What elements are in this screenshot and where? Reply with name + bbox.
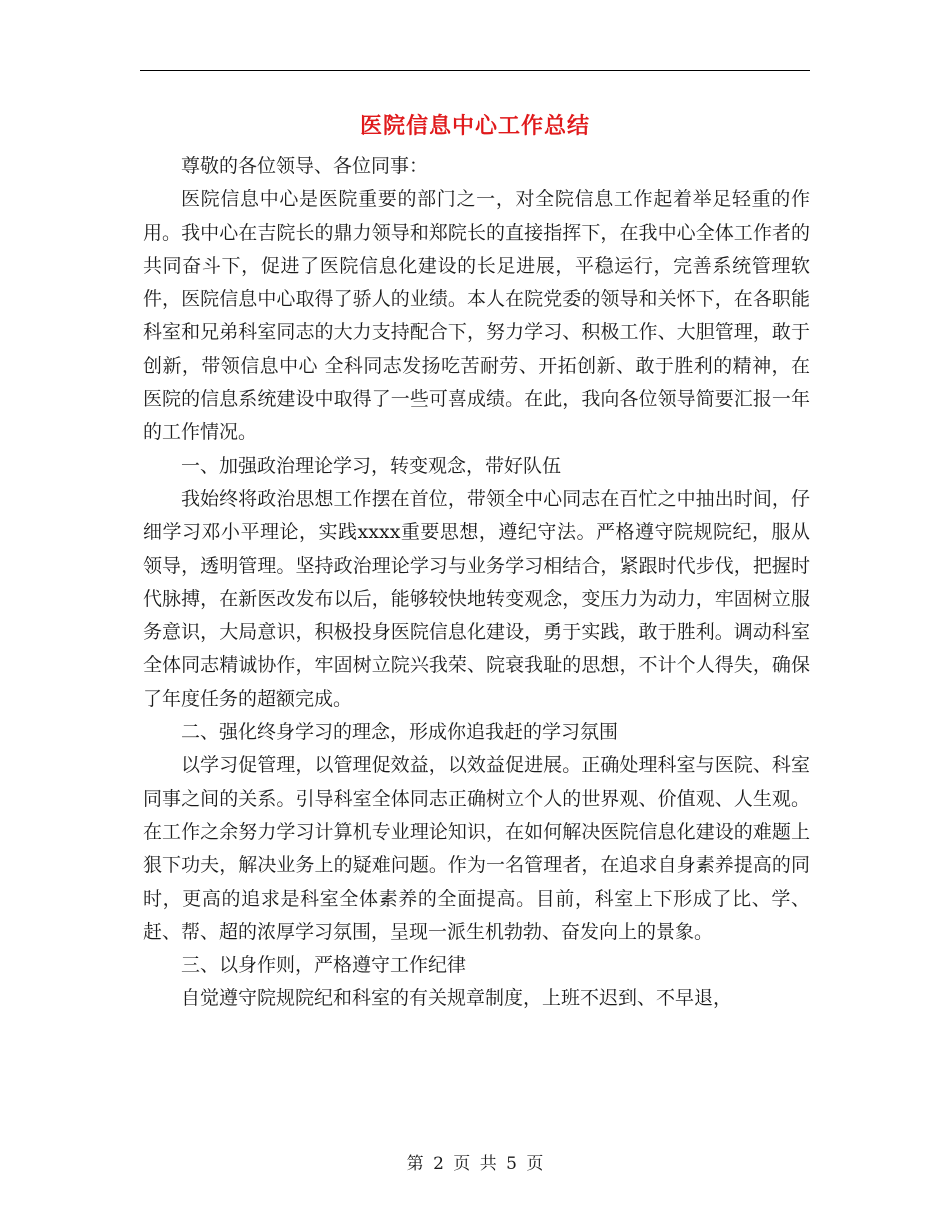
section-paragraph-1: 我始终将政治思想工作摆在首位，带领全中心同志在百忙之中抽出时间，仔细学习邓小平理论，实践xxxx重要思想，遵纪守法。严格遵守院规院纪，服从领导，透明管理。坚持政治理论学习与业务学习相结合，紧跟时代步伐，把握时代脉搏，在新医改发布以后，能够较快地转变观念，变压力为动力，牢固树立服务意识，大局意识，积极投身医院信息化建设，勇于实践，敢于胜利。调动科室全体同志精诚协作，牢固树立院兴我荣、院衰我耻的思想，不计个人得失，确保了年度任务的超额完成。 xyxy=(143,487,810,710)
section-paragraph-2: 以学习促管理，以管理促效益，以效益促进展。正确处理科室与医院、科室同事之间的关系。引导科室全体同志正确树立个人的世界观、价值观、人生观。在工作之余努力学习计算机专业理论知识，在如何解决医院信息化建设的难题上狠下功夫，解决业务上的疑难问题。作为一名管理者，在追求自身素养提高的同时，更高的追求是科室全体素养的全面提高。目前，科室上下形成了比、学、赶、帮、超的浓厚学习氛围，呈现一派生机勃勃、奋发向上的景象。 xyxy=(143,754,810,943)
document-title: 医院信息中心工作总结 xyxy=(359,113,590,139)
intro-paragraph: 医院信息中心是医院重要的部门之一，对全院信息工作起着举足轻重的作用。我中心在吉院长的鼎力领导和郑院长的直接指挥下，在我中心全体工作者的共同奋斗下，促进了医院信息化建设的长足进展，平稳运行，完善系统管理软件，医院信息中心取得了骄人的业绩。本人在院党委的领导和关怀下，在各职能科室和兄弟科室同志的大力支持配合下，努力学习、积极工作、大胆管理，敢于创新，带领信息中心 全科同志发扬吃苦耐劳、开拓创新、敢于胜利的精神，在医院的信息系统建设中取得了一些可喜成绩。在此，我向各位领导简要汇报一年的工作情况。 xyxy=(143,188,810,444)
section-heading-1: 一、加强政治理论学习，转变观念，带好队伍 xyxy=(181,454,562,477)
salutation: 尊敬的各位领导、各位同事： xyxy=(181,155,429,177)
page-number-footer: 第 2 页 共 5 页 xyxy=(406,1154,544,1174)
section-heading-3: 三、以身作则，严格遵守工作纪律 xyxy=(181,954,467,977)
document-body xyxy=(143,150,810,1016)
header-rule xyxy=(140,70,810,71)
section-paragraph-3: 自觉遵守院规院纪和科室的有关规章制度，上班不迟到、不早退， xyxy=(181,987,733,1010)
section-heading-2: 二、强化终身学习的理念，形成你追我赶的学习氛围 xyxy=(181,721,619,744)
